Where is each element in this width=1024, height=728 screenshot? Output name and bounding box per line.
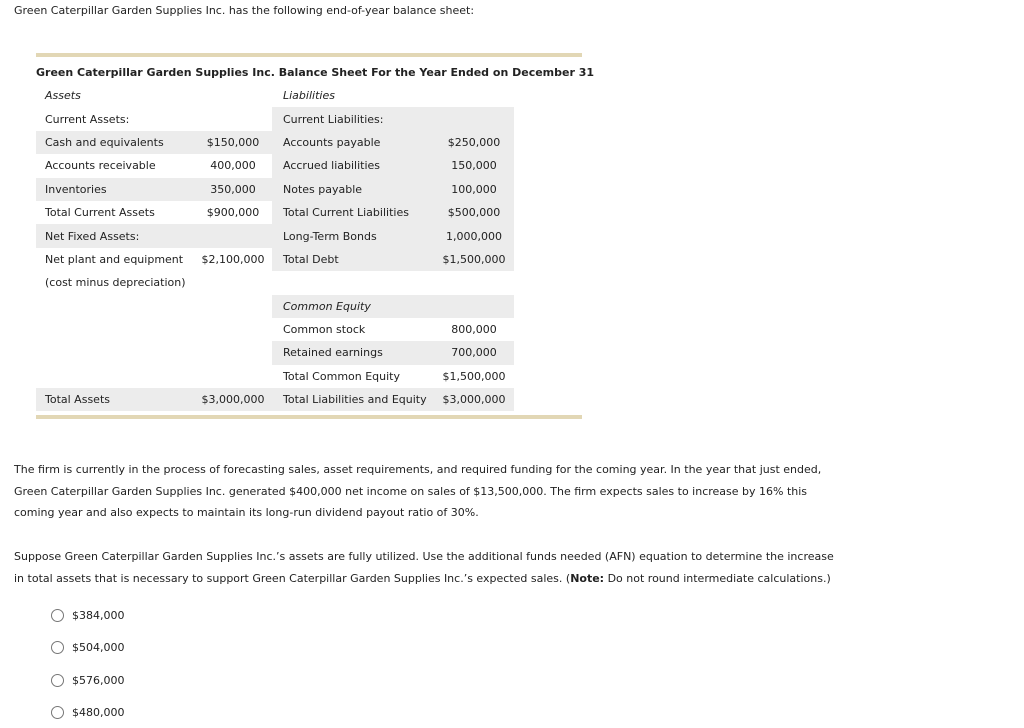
- table-bottom-rule: [36, 415, 582, 419]
- asset-label: Total Assets: [45, 393, 110, 407]
- asset-value: $2,100,000: [201, 252, 265, 266]
- balance-sheet-title: Green Caterpillar Garden Supplies Inc. Balance Sheet For the Year Ended on December 31: [36, 66, 595, 79]
- asset-label: Cash and equivalents: [45, 135, 164, 149]
- table-row: [36, 131, 514, 154]
- table-row: [36, 224, 514, 247]
- table-row: [36, 248, 514, 271]
- note-label: Note:: [570, 571, 605, 585]
- liability-value: 150,000: [451, 159, 497, 173]
- liability-label: Common Equity: [283, 299, 371, 313]
- table-row: [36, 201, 514, 224]
- liability-label: Accrued liabilities: [283, 159, 381, 173]
- radio-button-icon[interactable]: [51, 674, 64, 687]
- liability-label: Long-Term Bonds: [283, 229, 377, 243]
- answer-option-label: $480,000: [72, 706, 125, 719]
- liability-label: Current Liabilities:: [283, 112, 384, 126]
- liabilities-header: Liabilities: [283, 89, 335, 103]
- liability-label: Total Current Liabilities: [283, 206, 409, 220]
- liability-value: 1,000,000: [446, 229, 502, 243]
- table-row: [36, 107, 514, 130]
- table-row: [36, 295, 514, 318]
- table-row: [36, 178, 514, 201]
- table-row: [36, 318, 514, 341]
- asset-label: Net plant and equipment: [45, 252, 184, 266]
- header-row: [36, 84, 514, 107]
- asset-label: (cost minus depreciation): [45, 276, 186, 290]
- question-text: Suppose Green Caterpillar Garden Supplies Inc.’s assets are fully utilized. Use the additional funds needed (AFN) equation to determine the increase in total assets that is necessary to support Green Caterpillar Garden Supplies Inc.’s expected sales. (: [14, 550, 834, 585]
- radio-button-icon[interactable]: [51, 609, 64, 622]
- asset-label: Accounts receivable: [45, 159, 156, 173]
- liability-value: $1,500,000: [442, 252, 506, 266]
- asset-label: Total Current Assets: [45, 206, 155, 220]
- question-paragraph: [14, 546, 844, 589]
- table-row: [36, 365, 514, 388]
- liability-value: $1,500,000: [442, 369, 506, 383]
- radio-button-icon[interactable]: [51, 641, 64, 654]
- liability-value: 700,000: [451, 346, 497, 360]
- liability-label: Total Common Equity: [283, 369, 401, 383]
- liability-value: $250,000: [447, 135, 501, 149]
- answer-option-label: $504,000: [72, 641, 125, 654]
- table-row: [36, 271, 514, 294]
- asset-value: 350,000: [210, 182, 256, 196]
- liability-value: 800,000: [451, 323, 497, 337]
- liability-label: Common stock: [283, 323, 366, 337]
- intro-text: Green Caterpillar Garden Supplies Inc. has the following end-of-year balance sheet:: [14, 4, 475, 17]
- table-row: [36, 388, 514, 411]
- liability-label: Accounts payable: [283, 135, 381, 149]
- asset-label: Inventories: [45, 182, 107, 196]
- asset-value: $900,000: [206, 206, 260, 220]
- asset-value: 400,000: [210, 159, 256, 173]
- answer-option[interactable]: [51, 706, 125, 719]
- balance-sheet-table: [36, 84, 514, 411]
- asset-label: Current Assets:: [45, 112, 130, 126]
- liability-label: Notes payable: [283, 182, 363, 196]
- assets-header: Assets: [45, 89, 81, 103]
- question-note-text: Do not round intermediate calculations.): [604, 571, 831, 585]
- liability-label: Retained earnings: [283, 346, 383, 360]
- asset-value: $3,000,000: [201, 393, 265, 407]
- asset-label: Net Fixed Assets:: [45, 229, 140, 243]
- radio-button-icon[interactable]: [51, 706, 64, 719]
- liability-value: $500,000: [447, 206, 501, 220]
- liability-value: $3,000,000: [442, 393, 506, 407]
- liability-label: Total Debt: [283, 252, 339, 266]
- answer-option-label: $384,000: [72, 609, 125, 622]
- table-top-rule: [36, 53, 582, 57]
- liability-label: Total Liabilities and Equity: [283, 393, 427, 407]
- liability-value: 100,000: [451, 182, 497, 196]
- table-row: [36, 341, 514, 364]
- answer-option[interactable]: [51, 641, 125, 654]
- answer-option-label: $576,000: [72, 674, 125, 687]
- answer-option[interactable]: [51, 609, 125, 622]
- answer-option[interactable]: [51, 674, 125, 687]
- asset-value: $150,000: [206, 135, 260, 149]
- scenario-paragraph: The firm is currently in the process of forecasting sales, asset requirements, and required funding for the coming year. In the year that just ended, Green Caterpillar Garden Supplies Inc. generated $400,000 net income on sales of $13,500,000. The firm expects sales to increase by 16% this coming year and also expects to maintain its long-run dividend payout ratio of 30%.: [14, 463, 822, 519]
- table-row: [36, 154, 514, 177]
